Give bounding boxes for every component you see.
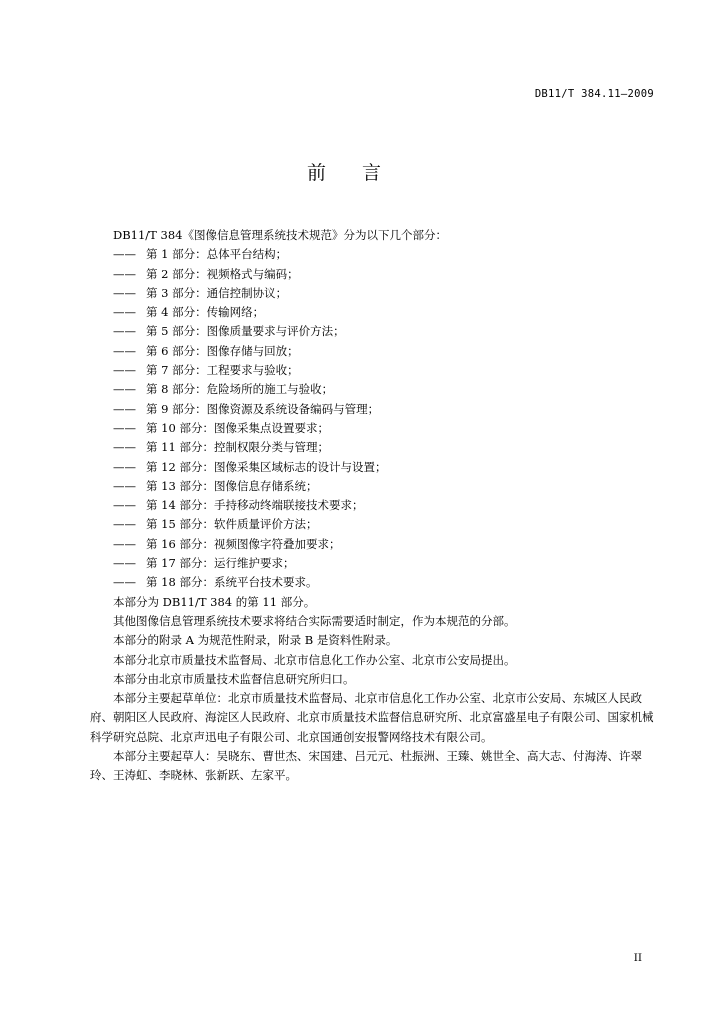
body-paragraph: 本部分主要起草单位：北京市质量技术监督局、北京市信息化工作办公室、北京市公安局、东城区人民政府、朝阳区人民政府、海淀区人民政府、北京市质量技术监督信息研究所、北京富盛星电子有限公司、国家机械科学研究总院、北京声迅电子有限公司、北京国通创安报警网络技术有限公司。 (90, 691, 654, 744)
list-item-text: 第 9 部分：图像资源及系统设备编码与管理； (146, 401, 380, 416)
list-item (90, 496, 660, 515)
list-item (90, 380, 660, 399)
body-paragraph: 其他图像信息管理系统技术要求将结合实际需要适时制定，作为本规范的分部。 (113, 613, 516, 628)
foreword-body (90, 226, 660, 786)
list-item (90, 400, 660, 419)
body-paragraph: 本部分的附录 A 为规范性附录，附录 B 是资料性附录。 (113, 633, 398, 648)
paragraph-list (90, 593, 660, 786)
intro-paragraph: DB11/T 384《图像信息管理系统技术规范》分为以下几个部分： (113, 228, 447, 242)
list-item (90, 458, 660, 477)
list-dash: —— (113, 324, 136, 339)
list-item (90, 573, 660, 592)
list-item-text: 第 8 部分：危险场所的施工与验收； (146, 382, 334, 397)
list-item-text: 第 5 部分：图像质量要求与评价方法； (146, 324, 345, 339)
list-dash: —— (113, 401, 136, 416)
list-item-text: 第 14 部分：手持移动终端联接技术要求； (146, 498, 364, 513)
body-paragraph: 本部分由北京市质量技术监督信息研究所归口。 (113, 671, 355, 686)
list-item (90, 322, 660, 341)
list-dash: —— (113, 575, 136, 590)
list-item-text: 第 15 部分：软件质量评价方法； (146, 517, 318, 532)
list-dash: —— (113, 517, 136, 532)
list-item (90, 265, 660, 284)
page-title: 前言 (306, 162, 417, 184)
list-dash: —— (113, 266, 136, 281)
list-dash: —— (113, 498, 136, 513)
list-dash: —— (113, 247, 136, 262)
list-item (90, 438, 660, 457)
list-item-text: 第 12 部分：图像采集区域标志的设计与设置； (146, 459, 387, 474)
list-item-text: 第 17 部分：运行维护要求； (146, 556, 295, 571)
list-item (90, 419, 660, 438)
body-paragraph: 本部分北京市质量技术监督局、北京市信息化工作办公室、北京市公安局提出。 (113, 652, 516, 667)
list-item-text: 第 4 部分：传输网络； (146, 305, 265, 320)
document-code: DB11/T 384.11—2009 (534, 88, 654, 100)
list-item (90, 361, 660, 380)
list-item (90, 245, 660, 264)
parts-list (90, 245, 660, 592)
list-item (90, 342, 660, 361)
list-dash: —— (113, 440, 136, 455)
list-item (90, 535, 660, 554)
list-dash: —— (113, 420, 136, 435)
list-dash: —— (113, 305, 136, 320)
list-item-text: 第 3 部分：通信控制协议； (146, 285, 288, 300)
list-item-text: 第 2 部分：视频格式与编码； (146, 266, 299, 281)
list-item-text: 第 10 部分：图像采集点设置要求； (146, 420, 329, 435)
list-dash: —— (113, 556, 136, 571)
list-item-text: 第 16 部分：视频图像字符叠加要求； (146, 536, 341, 551)
list-dash: —— (113, 382, 136, 397)
list-dash: —— (113, 459, 136, 474)
list-item (90, 303, 660, 322)
list-item (90, 477, 660, 496)
body-paragraph: 本部分为 DB11/T 384 的第 11 部分。 (113, 594, 316, 609)
list-dash: —— (113, 285, 136, 300)
list-item-text: 第 7 部分：工程要求与验收； (146, 363, 299, 378)
list-item (90, 515, 660, 534)
body-paragraph: 本部分主要起草人：吴晓东、曹世杰、宋国建、吕元元、杜振洲、王臻、姚世全、高大志、付海涛、许翠玲、王涛虹、李晓林、张新跃、左家平。 (90, 749, 642, 783)
list-item-text: 第 6 部分：图像存储与回放； (146, 343, 299, 358)
list-item-text: 第 18 部分：系统平台技术要求。 (146, 575, 318, 590)
list-item (90, 284, 660, 303)
list-dash: —— (113, 363, 136, 378)
list-dash: —— (113, 478, 136, 493)
list-dash: —— (113, 536, 136, 551)
list-dash: —— (113, 343, 136, 358)
list-item-text: 第 1 部分：总体平台结构； (146, 247, 288, 262)
list-item (90, 554, 660, 573)
list-item-text: 第 11 部分：控制权限分类与管理； (146, 440, 329, 455)
list-item-text: 第 13 部分：图像信息存储系统； (146, 478, 318, 493)
page-number: II (633, 952, 642, 964)
